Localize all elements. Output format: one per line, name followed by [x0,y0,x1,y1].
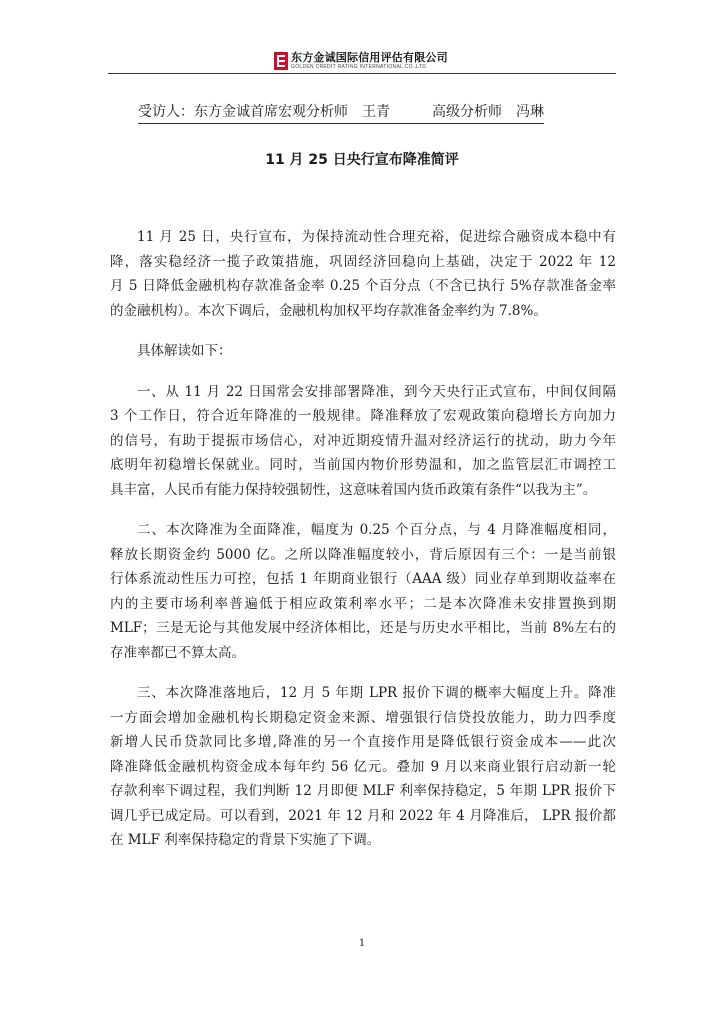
text-line: 存准率都已不算太高。 [110,644,245,661]
text-line: 行体系流动性压力可控，包括 1 年期商业银行（AAA 级）同业存单到期收益率在 [110,571,616,587]
letterhead [274,51,448,73]
text-line: 存款利率下调过程，我们判断 12 月即便 MLF 利率保持稳定，5 年期 LPR 报价下 [110,783,616,799]
paragraph-gap [110,323,616,339]
text-line: 月 5 日降低金融机构存款准备金率 0.25 个百分点（不含已执行 5%存款准备金率 [110,278,616,294]
paragraph [110,380,616,503]
text-line: 调几乎已成定局。可以看到，2021 年 12 月和 2022 年 4 月降准后， LPR 报价都 [110,807,616,824]
page-number: 1 [358,938,366,949]
paragraph [110,681,616,853]
document-body [110,225,616,853]
header-divider [108,73,616,74]
paragraph [110,339,616,364]
text-line: 3 个工作日，符合近年降准的一般规律。降准释放了宏观政策向稳增长方向加力 [110,408,616,424]
text-line: 降准降低金融机构资金成本每年约 56 亿元。叠加 9 月以来商业银行启动新一轮 [110,758,616,775]
text-line: MLF；三是无论与其他发展中经济体相比，还是与历史水平相比，当前 8%左右的 [110,620,616,636]
text-line: 具体解读如下： [137,343,232,359]
text-line: 在 MLF 利率保持稳定的背景下实施了下调。 [110,832,381,848]
text-line: 新增人民币贷款同比多增,降准的另一个直接作用是降低银行资金成本——此次 [110,734,616,750]
document-title: 11 月 25 日央行宣布降准简评 [265,152,459,168]
text-line: 一、从 11 月 22 日国常会安排部署降准，到今天央行正式宣布，中间仅间隔 [137,383,616,400]
paragraph [110,225,616,323]
paragraph-gap [110,364,616,380]
company-name-en: GOLDEN CREDIT RATING INTERNATIONAL CO.,LTD. [291,64,428,70]
text-line: 底明年初稳增长保就业。同时，当前国内物价形势温和，加之监管层汇市调控工 [110,457,616,473]
company-logo-icon [274,52,288,70]
paragraph [110,518,616,665]
text-line: 的金融机构）。本次下调后，金融机构加权平均存款准备金率约为 7.8%。 [110,302,547,319]
company-name-cn: 东方金诚国际信用评估有限公司 [291,51,448,64]
text-line: 释放长期资金约 5000 亿。之所以降准幅度较小，背后原因有三个：一是当前银 [110,546,616,563]
text-line: 11 月 25 日，央行宣布，为保持流动性合理充裕，促进综合融资成本稳中有 [137,229,616,245]
text-line: 具丰富，人民币有能力保持较强韧性，这意味着国内货币政策有条件“以我为主”。 [110,481,597,498]
paragraph-gap [110,665,616,681]
text-line: 一方面会增加金融机构长期稳定资金来源、增强银行信贷投放能力，助力四季度 [110,709,616,726]
text-line: 三、本次降准落地后，12 月 5 年期 LPR 报价下调的概率大幅度上升。降准 [137,685,616,701]
text-line: 内的主要市场利率普遍低于相应政策利率水平；二是本次降准未安排置换到期 [110,595,616,612]
interviewee-line: 受访人：东方金诚首席宏观分析师 王青 高级分析师 冯琳 [138,102,544,124]
text-line: 二、本次降准为全面降准，幅度为 0.25 个百分点，与 4 月降准幅度相同， [137,522,616,538]
text-line: 的信号，有助于提振市场信心，对冲近期疫情升温对经济运行的扰动，助力今年 [110,432,616,449]
text-line: 降，落实稳经济一揽子政策措施，巩固经济回稳向上基础，决定于 2022 年 12 [110,253,616,270]
paragraph-gap [110,502,616,518]
